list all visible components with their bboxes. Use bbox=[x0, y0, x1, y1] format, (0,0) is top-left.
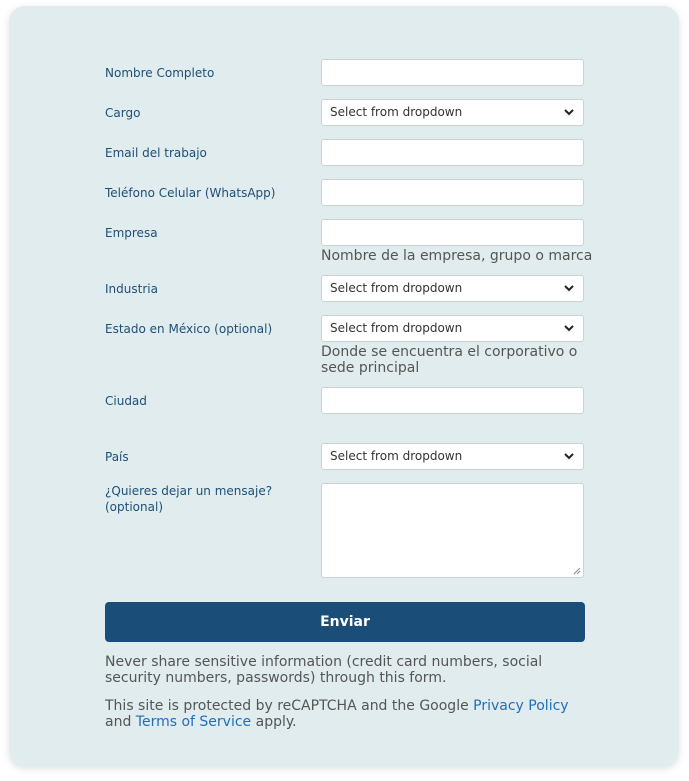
label-ciudad: Ciudad bbox=[105, 394, 147, 408]
industria-select-value: Select from dropdown bbox=[330, 281, 463, 295]
label-empresa: Empresa bbox=[105, 226, 158, 240]
terms-of-service-link[interactable]: Terms of Service bbox=[135, 714, 252, 730]
empresa-hint: Nombre de la empresa, grupo o marca bbox=[321, 248, 593, 264]
pais-select[interactable] bbox=[321, 443, 584, 470]
label-nombre-completo: Nombre Completo bbox=[105, 66, 215, 80]
cargo-select[interactable] bbox=[321, 99, 584, 126]
chevron-down-icon bbox=[564, 284, 574, 292]
chevron-down-icon bbox=[564, 452, 574, 460]
resize-grip-icon[interactable] bbox=[573, 567, 581, 575]
telefono-input[interactable] bbox=[321, 179, 584, 206]
label-email: Email del trabajo bbox=[105, 146, 207, 160]
estado-select-value: Select from dropdown bbox=[330, 321, 463, 335]
submit-button[interactable]: Enviar bbox=[105, 602, 585, 642]
label-cargo: Cargo bbox=[105, 106, 141, 120]
recaptcha-prefix: This site is protected by reCAPTCHA and the Google bbox=[105, 698, 474, 714]
label-pais: País bbox=[105, 450, 129, 464]
recaptcha-notice bbox=[105, 698, 585, 730]
privacy-notice: Never share sensitive information (credit card numbers, social security numbers, passwords) through this form. bbox=[105, 654, 543, 686]
industria-select[interactable] bbox=[321, 275, 584, 302]
recaptcha-and: and bbox=[105, 714, 136, 730]
ciudad-input[interactable] bbox=[321, 387, 584, 414]
empresa-input[interactable] bbox=[321, 219, 584, 246]
email-input[interactable] bbox=[321, 139, 584, 166]
chevron-down-icon bbox=[564, 324, 574, 332]
chevron-down-icon bbox=[564, 108, 574, 116]
privacy-policy-link[interactable]: Privacy Policy bbox=[473, 698, 569, 714]
mensaje-textarea[interactable] bbox=[321, 483, 584, 578]
label-industria: Industria bbox=[105, 282, 158, 296]
nombre-completo-input[interactable] bbox=[321, 59, 584, 86]
cargo-select-value: Select from dropdown bbox=[330, 105, 463, 119]
pais-select-value: Select from dropdown bbox=[330, 449, 463, 463]
recaptcha-suffix: apply. bbox=[251, 714, 297, 730]
estado-hint: Donde se encuentra el corporativo o sede principal bbox=[321, 344, 578, 376]
label-estado: Estado en México (optional) bbox=[105, 322, 273, 336]
estado-select[interactable] bbox=[321, 315, 584, 342]
label-mensaje: ¿Quieres dejar un mensaje? (optional) bbox=[105, 484, 273, 514]
label-telefono: Teléfono Celular (WhatsApp) bbox=[105, 186, 276, 200]
